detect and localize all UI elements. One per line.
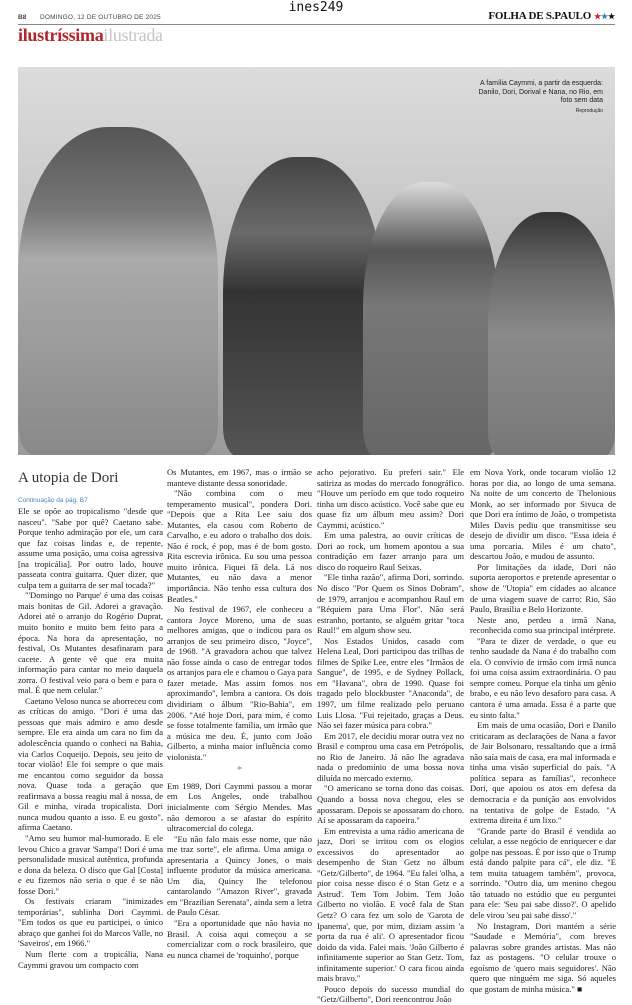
article-paragraph: Os festivais criaram "inimizades temporárias", sublinha Dori Caymmi. "Em todos os que eu participei, o único abraço que ganhei foi do Marcos Valle, no 'Saveiros', em 1966.": [18, 896, 163, 949]
article-column-2: [167, 467, 312, 960]
article-column-1: [18, 506, 163, 970]
section-title: [18, 25, 163, 46]
page-header: [18, 10, 615, 25]
article-paragraph: "Eu não falo mais esse nome, que não me traz sorte", ele afirma. Uma amiga o apresentaria a Quincy Jones, o mais influente produtor da música americana. Um dia, Quincy lhe telefonou cantarolando "Amazon River", gravada em "Brazilian Serenata", ainda sem a letra de Paulo César.: [167, 833, 312, 918]
section-separator: *: [236, 764, 243, 777]
article-paragraph: Nos Estados Unidos, casado com Helena Leal, Dori participou das trilhas de filmes de Spike Lee, entre eles "Irmãos de Sangue", de 1995, e de Sydney Pollack, em "Havana", obra de 1990. Quase foi tragado pelo blockbuster "Anaconda", de 1997, um filme realizado pelo peruano Luis Llosa. "Fui rejeitado, graças a Deus. Não sei fazer música para cobra.": [317, 635, 464, 731]
article-paragraph: Num flerte com a tropicália, Nana Caymmi gravou um compacto com: [18, 948, 163, 970]
article-paragraph: em Nova York, onde tocaram violão 12 horas por dia, ao longo de uma semana. Na noite de um concerto de Thelonious Monk, ao ser informado por Sivuca de que Dori era íntimo de João, o trompetista Miles Davis pediu que transmitisse seu desejo de dividir um disco. "Essa ideia é uma porcaria. Miles é um chato", descartou João, e mudou de assunto.: [470, 467, 616, 562]
section-secondary: ilustrada: [103, 25, 163, 45]
article-paragraph: Caetano Veloso nunca se aborreceu com as críticas do amigo. "Dori é uma das pessoas que mais admiro e amo desde sempre. Ele era ainda um cara no fim da adolescência quando o conheci na Bahia, via Carlos Coqueijo. Depois, seu jeito de tocar violão! Ele foi sempre o que mais me encantou como seguidor da bossa nova. Quase toda a geração que reafirmava a bossa reagiu mal à nossa, de Gil e minha, virada tropicalista. Dori nunca mudou quanto a isso. E eu gosto", afirma Caetano.: [18, 695, 163, 833]
article-column-3: [317, 467, 464, 1005]
article-paragraph: Por limitações da idade, Dori não suporta aeroportos e pretende apresentar o show de "Utopia" em cidades ao alcance de uma viagem suave de carro: Rio, São Paulo, Brasília e Belo Horizonte.: [470, 561, 616, 615]
article-paragraph: Neste ano, perdeu a irmã Nana, reconhecida como sua principal intérprete.: [470, 614, 616, 636]
masthead: [488, 10, 615, 22]
article-paragraph: Em uma palestra, ao ouvir críticas de Dori ao rock, um homem apontou a sua contradição em fazer arranjo para um disco do roqueiro Raul Seixas.: [317, 530, 464, 572]
page-number: B8: [18, 14, 27, 21]
watermark-label: ines249: [288, 0, 344, 15]
article-paragraph: No festival de 1967, ele conheceu a cantora Joyce Moreno, uma de suas melhores amigas, que o indicou para os arranjos de seu primeiro disco, "Joyce", de 1968. "A gravadora achou que talvez não fosse ainda o caso de entregar todos os arranjos para ele e chamou o Gaya para fazer metade. Mas assim fomos nos aproximando", lembra a cantora. Os dois dividiriam o álbum "Rio-Bahia", em 2006. "Até hoje Dori, para mim, é como se fosse totalmente família, um irmão que a música me deu. É, junto com João Gilberto, a minha maior influência como violonista.": [167, 604, 312, 762]
article-column-4: [470, 467, 616, 994]
article-paragraph: Em 2017, ele decidiu morar outra vez no Brasil e comprou uma casa em Petrópolis, no Rio de Janeiro. Já não lhe agradava nada o predomínio de uma bossa nova diluída no mercado externo.: [317, 730, 464, 783]
article-paragraph: "Era a oportunidade que não havia no Brasil. A coisa aqui começou a se comercializar com o rock brasileiro, que eu nunca chamei de 'roquinho', porque: [167, 917, 312, 960]
continuation-label: Continuação da pág. B7: [18, 497, 88, 504]
family-photo: [18, 67, 615, 455]
article-paragraph: Os Mutantes, em 1967, mas o irmão se manteve distante dessa sonoridade.: [167, 467, 312, 488]
article-paragraph: "Não combina com o meu temperamento musical", pondera Dori. "Depois que a Rita Lee saiu dos Mutantes, ela casou com Roberto de Carvalho, e eu adoro o trabalho dos dois. Não é rock, é pop, mas é de bom gosto. Rita escrevia irônica. Eu sou uma pessoa muito irônica. Fiquei fã dela. Lá nos Mutantes, eu não dava a menor importância. Não tenho essa cultura dos Beatles.": [167, 488, 312, 604]
article-paragraph: Em entrevista a uma rádio americana de jazz, Dori se irritou com os elogios excessivos do apresentador ao desempenho de Stan Getz no álbum "Getz/Gilberto", de 1964. "Eu falei 'olha, a pior coisa nesse disco é o Stan Getz e a Astrud'. Tem Tom Jobim. Tem João Gilberto no violão. E você fala de Stan Getz? O cara fez um solo de 'Garota de Ipanema', que, por mim, diziam assim 'a porta da rua é ali'. O apresentador ficou doido da vida. Falei mais. 'João Gilberto é infinitamente superior ao Stan Getz. Tom, infinitamente superior.' O cara ficou ainda mais bravo.": [317, 825, 464, 984]
stars-icon: ★★★: [594, 12, 615, 21]
article-paragraph: acho pejorativo. Eu preferi sair." Ele satiriza as modas do mercado fonográfico. "Houve um período em que todo roqueiro tinha um disco acústico. Você sabe que eu quase fiz um álbum meu assim? Dori Caymmi, acústico.": [317, 467, 464, 530]
caption-text: A família Caymmi, a partir da esquerda: Danilo, Dori, Dorival e Nana, no Rio, em foto sem data: [478, 80, 603, 104]
article-paragraph: Ele se opõe ao tropicalismo "desde que nasceu". "Sabe por quê? Caetano sabe. Porque tenho admiração por ele, um cara que faz coisas lindas e, de repente, assume uma posição, uma coisa agressiva [na tropicália]. Por outro lado, houve passeata contra guitarra. Quer dizer, que culpa tem a guitarra de ser mal tocada?": [18, 506, 163, 590]
photo-credit: Reprodução: [575, 107, 603, 114]
article-paragraph: "O americano se torna dono das coisas. Quando a bossa nova chegou, eles se apossaram. Depois se apossaram do choro. Aí se apossaram da capoeira.": [317, 783, 464, 826]
article-paragraph: "Grande parte do Brasil é vendida ao celular, a esse negócio de enriquecer e dar golpe nas pessoas. É por isso que o Trump está dando palpite para cá", ele diz. "E tem muita tatuagem também", provoca, sorrindo. "Outro dia, um menino chegou tão tatuado no estúdio que eu perguntei para ele: 'Seu pai sabe disso?'. O apelido dele virou 'seu pai sabe disso'.": [470, 825, 616, 920]
section-primary: ilustríssima: [18, 25, 104, 45]
article-paragraph: "Ele tinha razão", afirma Dori, sorrindo. No disco "Por Quem os Sinos Dobram", de 1979, arranjou e acompanhou Raul em "Réquiem para Uma Flor". Não será estranho, portanto, se alguém gritar "toca Raul!" em algum show seu.: [317, 572, 464, 636]
article-headline: A utopia de Dori: [18, 470, 119, 486]
article-paragraph: Em mais de uma ocasião, Dori e Danilo criticaram as declarações de Nana a favor de Jair Bolsonaro, ressaltando que a irmã não saía mais de casa, era mal informada e tinha uma visão superficial do país. "A política separa as famílias", reconhece Dori, que apoiou os atos em defesa da democracia e da punição aos envolvidos na tentativa de golpe de Estado. "A extrema direita é um lixo.": [470, 720, 616, 826]
article-paragraph: Em 1989, Dori Caymmi passou a morar em Los Angeles, onde trabalhou inicialmente com Sérgio Mendes. Mas não demorou a se afastar do espírito ultracomercial do colega.: [167, 780, 312, 834]
article-paragraph: "Amo seu humor mal-humorado. E ele levou Chico a gravar 'Sampa'! Dori é uma personalidade musical autêntica, profunda e dona da beleza. O disco que Gal [Costa] e eu fizemos não seria o que é se não fosse Dori.": [18, 832, 163, 896]
masthead-name: FOLHA DE S.PAULO: [488, 10, 592, 22]
dateline: DOMINGO, 12 DE OUTUBRO DE 2025: [40, 14, 161, 21]
photo-caption: [473, 80, 603, 115]
article-paragraph: "'Domingo no Parque' é uma das coisas mais bonitas de Gil. Adorei a gravação. Adorei até o arranjo do Rogério Duprat, muito bonito e muito bem feito para a época. Na hora da apresentação, no festival, Os Mutantes desafinaram para cacete. A gente vê que era muita informação para cantar no meio daquela zorra. O festival veio para o bem e para o mal. É que nem celular.": [18, 590, 163, 696]
article-paragraph: "Para te dizer de verdade, o que eu tenho saudade da Nana é do trabalho com ela. O convívio de irmão com irmã nunca foi uma coisa assim extraordinária. O pau sempre comeu. Porque ela tinha um gênio brabo, e eu não levo desaforo para casa. A cantora é uma amada. Essa é a parte que eu sinto falta.": [470, 635, 616, 720]
article-paragraph: Pouco depois do sucesso mundial do "Getz/Gilberto", Dori reencontrou João: [317, 983, 464, 1005]
article-paragraph: No Instagram, Dori mantém a série "Saudade e Memória", com breves palavras sobre grandes artistas. Mas não faz as postagens. "O celular trouxe o egoísmo de 'quero mais seguidores'. Não quero que ninguém me siga. Só aqueles que gostam de minha música." ■: [470, 920, 616, 994]
